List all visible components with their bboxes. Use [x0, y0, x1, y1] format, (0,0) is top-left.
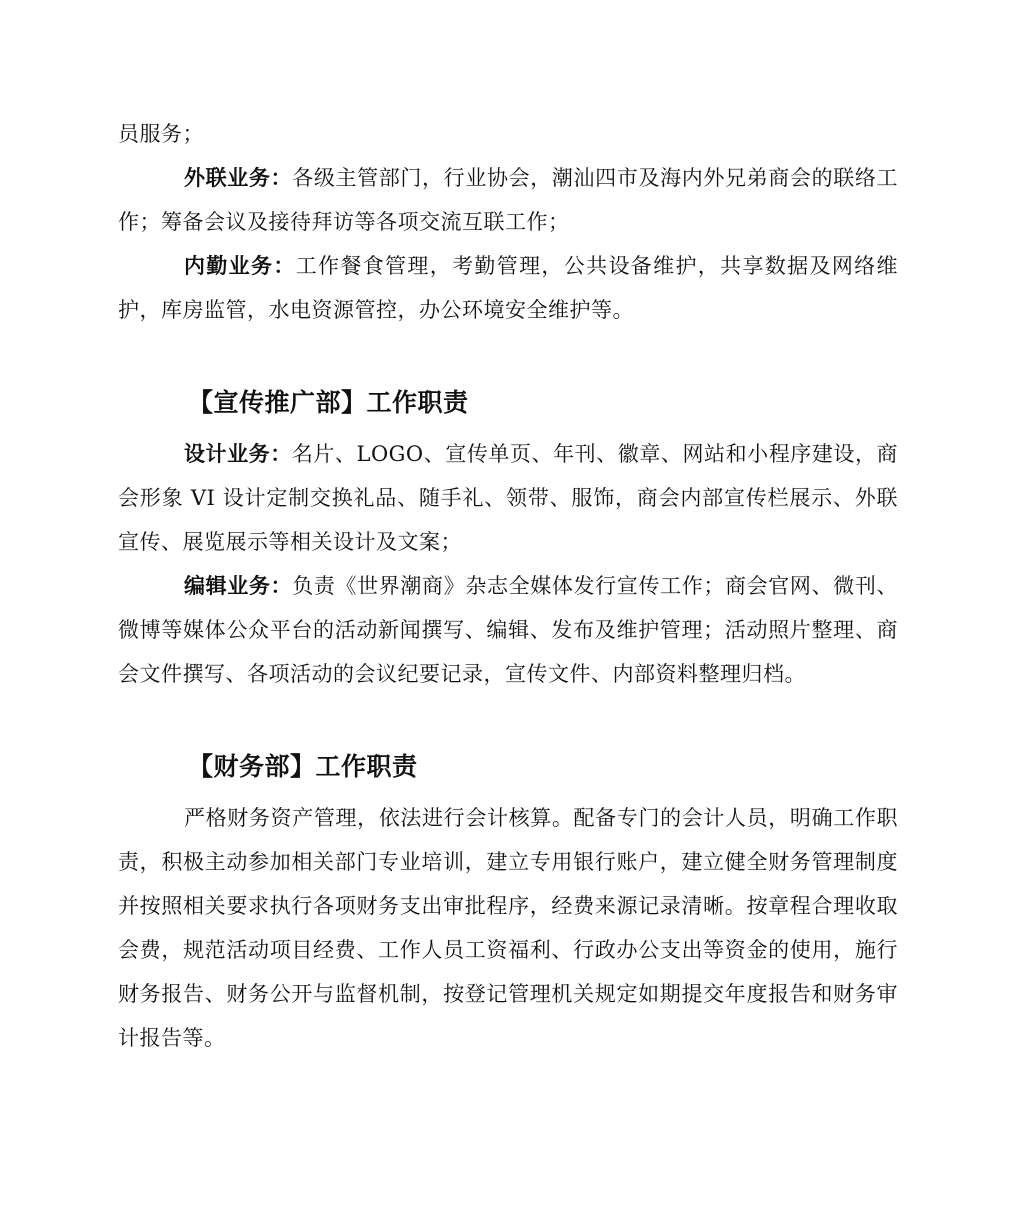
liaison-term: 外联业务： [184, 166, 293, 190]
liaison-paragraph [118, 156, 898, 244]
editing-term: 编辑业务： [184, 574, 293, 598]
internal-term: 内勤业务： [184, 254, 296, 278]
internal-text: 工作餐食管理，考勤管理，公共设备维护，共享数据及网络维护，库房监管，水电资源管控，办公环境安全维护等。 [118, 254, 899, 322]
editing-paragraph [118, 564, 898, 696]
publicity-heading: 【宣传推广部】工作职责 [188, 388, 469, 417]
design-term: 设计业务： [184, 442, 292, 466]
intro-tail-paragraph: 员服务； [118, 122, 204, 146]
design-text: 名片、LOGO、宣传单页、年刊、徽章、网站和小程序建设，商会形象 VI 设计定制交换礼品、随手礼、领带、服饰，商会内部宣传栏展示、外联宣传、展览展示等相关设计及文案； [118, 442, 899, 554]
liaison-text: 各级主管部门，行业协会，潮汕四市及海内外兄弟商会的联络工作；筹备会议及接待拜访等各项交流互联工作； [118, 166, 898, 234]
internal-paragraph [118, 244, 898, 332]
finance-paragraph: 严格财务资产管理，依法进行会计核算。配备专门的会计人员，明确工作职责，积极主动参加相关部门专业培训，建立专用银行账户，建立健全财务管理制度并按照相关要求执行各项财务支出审批程序，经费来源记录清晰。按章程合理收取会费，规范活动项目经费、工作人员工资福利、行政办公支出等资金的使用，施行财务报告、财务公开与监督机制，按登记管理机关规定如期提交年度报告和财务审计报告等。 [118, 806, 898, 1050]
finance-heading: 【财务部】工作职责 [188, 752, 418, 781]
design-paragraph [118, 432, 898, 564]
editing-text: 负责《世界潮商》杂志全媒体发行宣传工作；商会官网、微刊、微博等媒体公众平台的活动新闻撰写、编辑、发布及维护管理；活动照片整理、商会文件撰写、各项活动的会议纪要记录，宣传文件、内部资料整理归档。 [118, 574, 898, 686]
